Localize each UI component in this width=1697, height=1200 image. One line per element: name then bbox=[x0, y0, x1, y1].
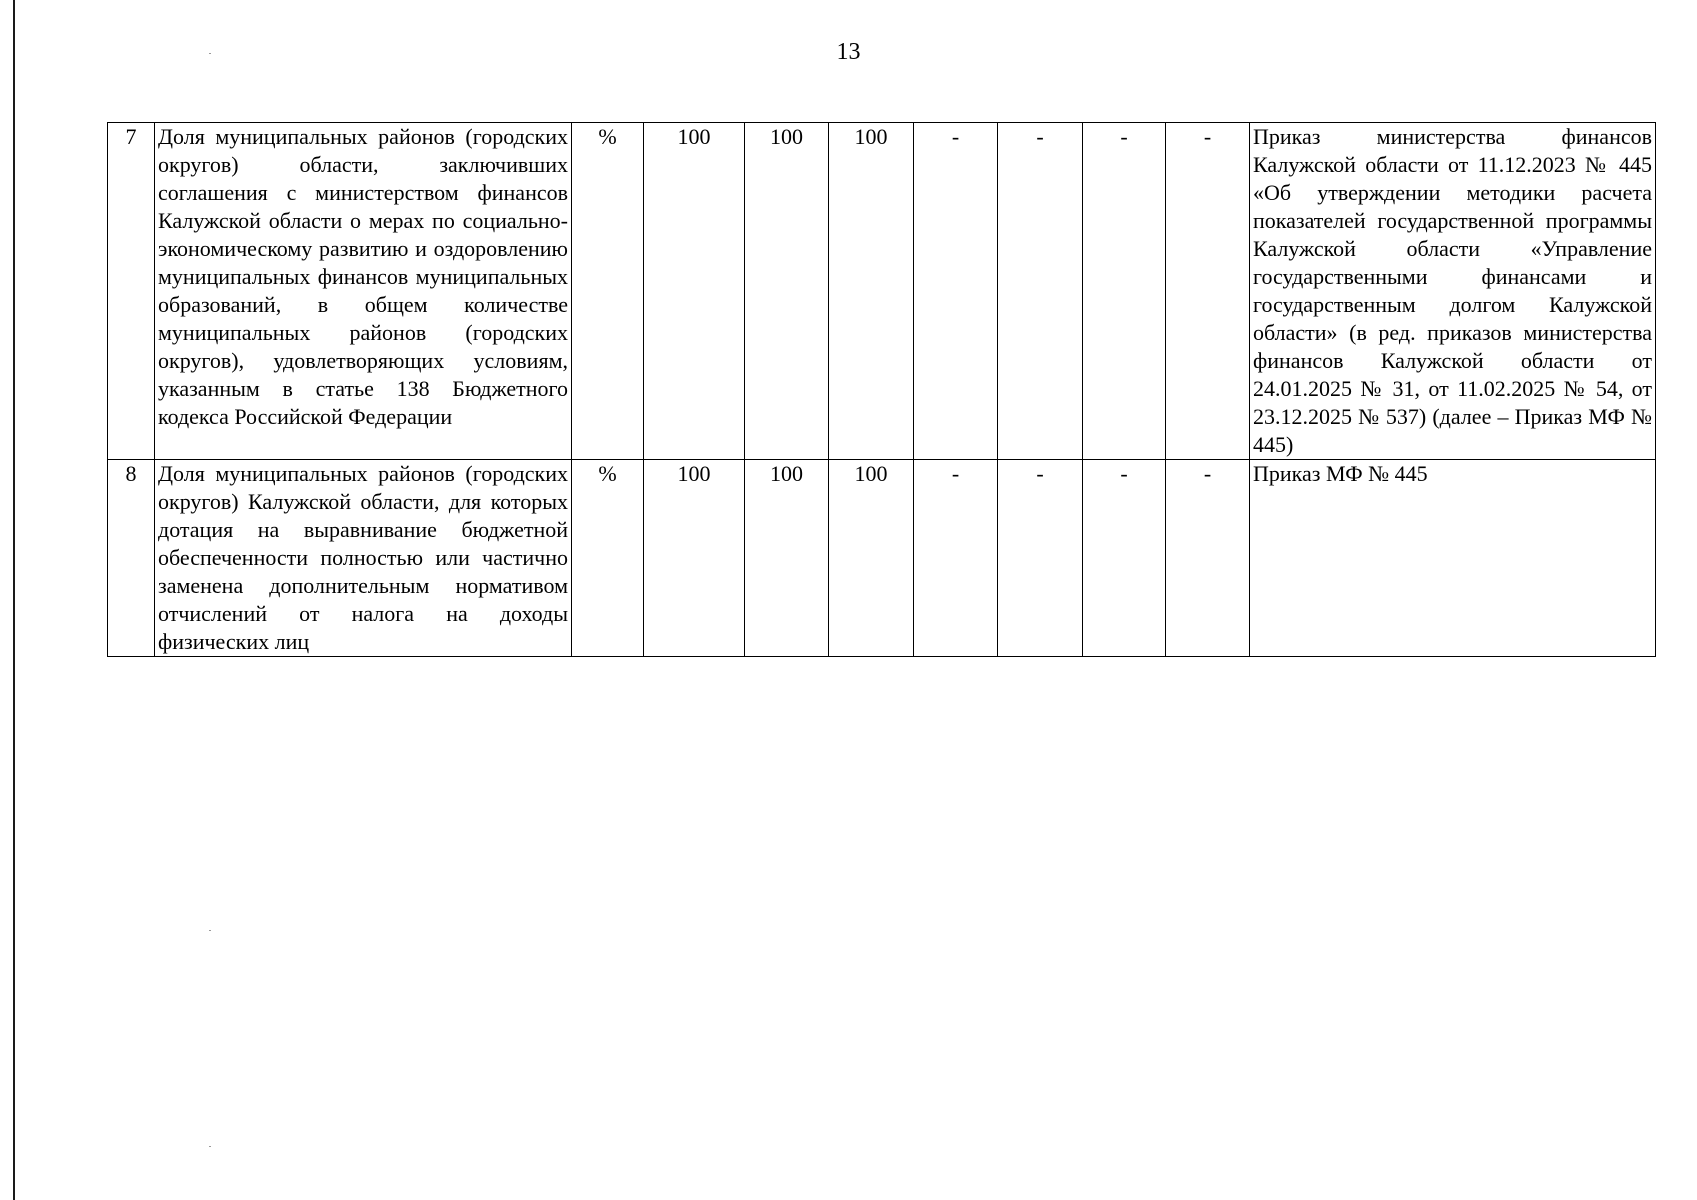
empty-value-cell: - bbox=[1083, 460, 1166, 657]
row-number-cell: 7 bbox=[108, 123, 155, 460]
source-document-cell bbox=[1250, 460, 1656, 657]
value-cell: 100 bbox=[644, 123, 745, 460]
table-row bbox=[108, 460, 1656, 657]
binding-margin-line bbox=[13, 0, 15, 1200]
scan-speck bbox=[209, 930, 211, 931]
row-number-cell: 8 bbox=[108, 460, 155, 657]
empty-value-cell: - bbox=[914, 460, 998, 657]
table-row bbox=[108, 123, 1656, 460]
value-cell: 100 bbox=[644, 460, 745, 657]
source-document: Приказ МФ № 445 bbox=[1253, 461, 1428, 486]
page-number: 13 bbox=[836, 39, 861, 65]
source-document: Приказ министерства финансов Калужской области от 11.12.2023 № 445 «Об утверждении методики расчета показателей государственной программы Калужской области «Управление государственными финансами и государственным долгом Калужской области» (в ред. приказов министерства финансов Калужской области от 24.01.2025 № 31, от 11.02.2025 № 54, от 23.12.2025 № 537) (далее – Приказ МФ № 445) bbox=[1253, 124, 1652, 457]
scan-speck bbox=[209, 1146, 211, 1147]
empty-value-cell: - bbox=[998, 123, 1083, 460]
unit-cell: % bbox=[572, 123, 644, 460]
empty-value-cell: - bbox=[1166, 460, 1250, 657]
indicator-description-cell bbox=[155, 123, 572, 460]
value-cell: 100 bbox=[829, 123, 914, 460]
empty-value-cell: - bbox=[914, 123, 998, 460]
indicators-table bbox=[107, 122, 1656, 657]
source-document-cell bbox=[1250, 123, 1656, 460]
value-cell: 100 bbox=[745, 123, 829, 460]
empty-value-cell: - bbox=[998, 460, 1083, 657]
value-cell: 100 bbox=[829, 460, 914, 657]
value-cell: 100 bbox=[745, 460, 829, 657]
indicator-description: Доля муниципальных районов (городских округов) Калужской области, для которых дотация на выравнивание бюджетной обеспеченности полностью или частично заменена дополнительным нормативом отчислений от налога на доходы физических лиц bbox=[158, 461, 568, 654]
indicator-description: Доля муниципальных районов (городских округов) области, заключивших соглашения с министерством финансов Калужской области о мерах по социально-экономическому развитию и оздоровлению муниципальных финансов муниципальных образований, в общем количестве муниципальных районов (городских округов), удовлетворяющих условиям, указанным в статье 138 Бюджетного кодекса Российской Федерации bbox=[158, 124, 568, 429]
unit-cell: % bbox=[572, 460, 644, 657]
empty-value-cell: - bbox=[1166, 123, 1250, 460]
indicator-description-cell bbox=[155, 460, 572, 657]
empty-value-cell: - bbox=[1083, 123, 1166, 460]
